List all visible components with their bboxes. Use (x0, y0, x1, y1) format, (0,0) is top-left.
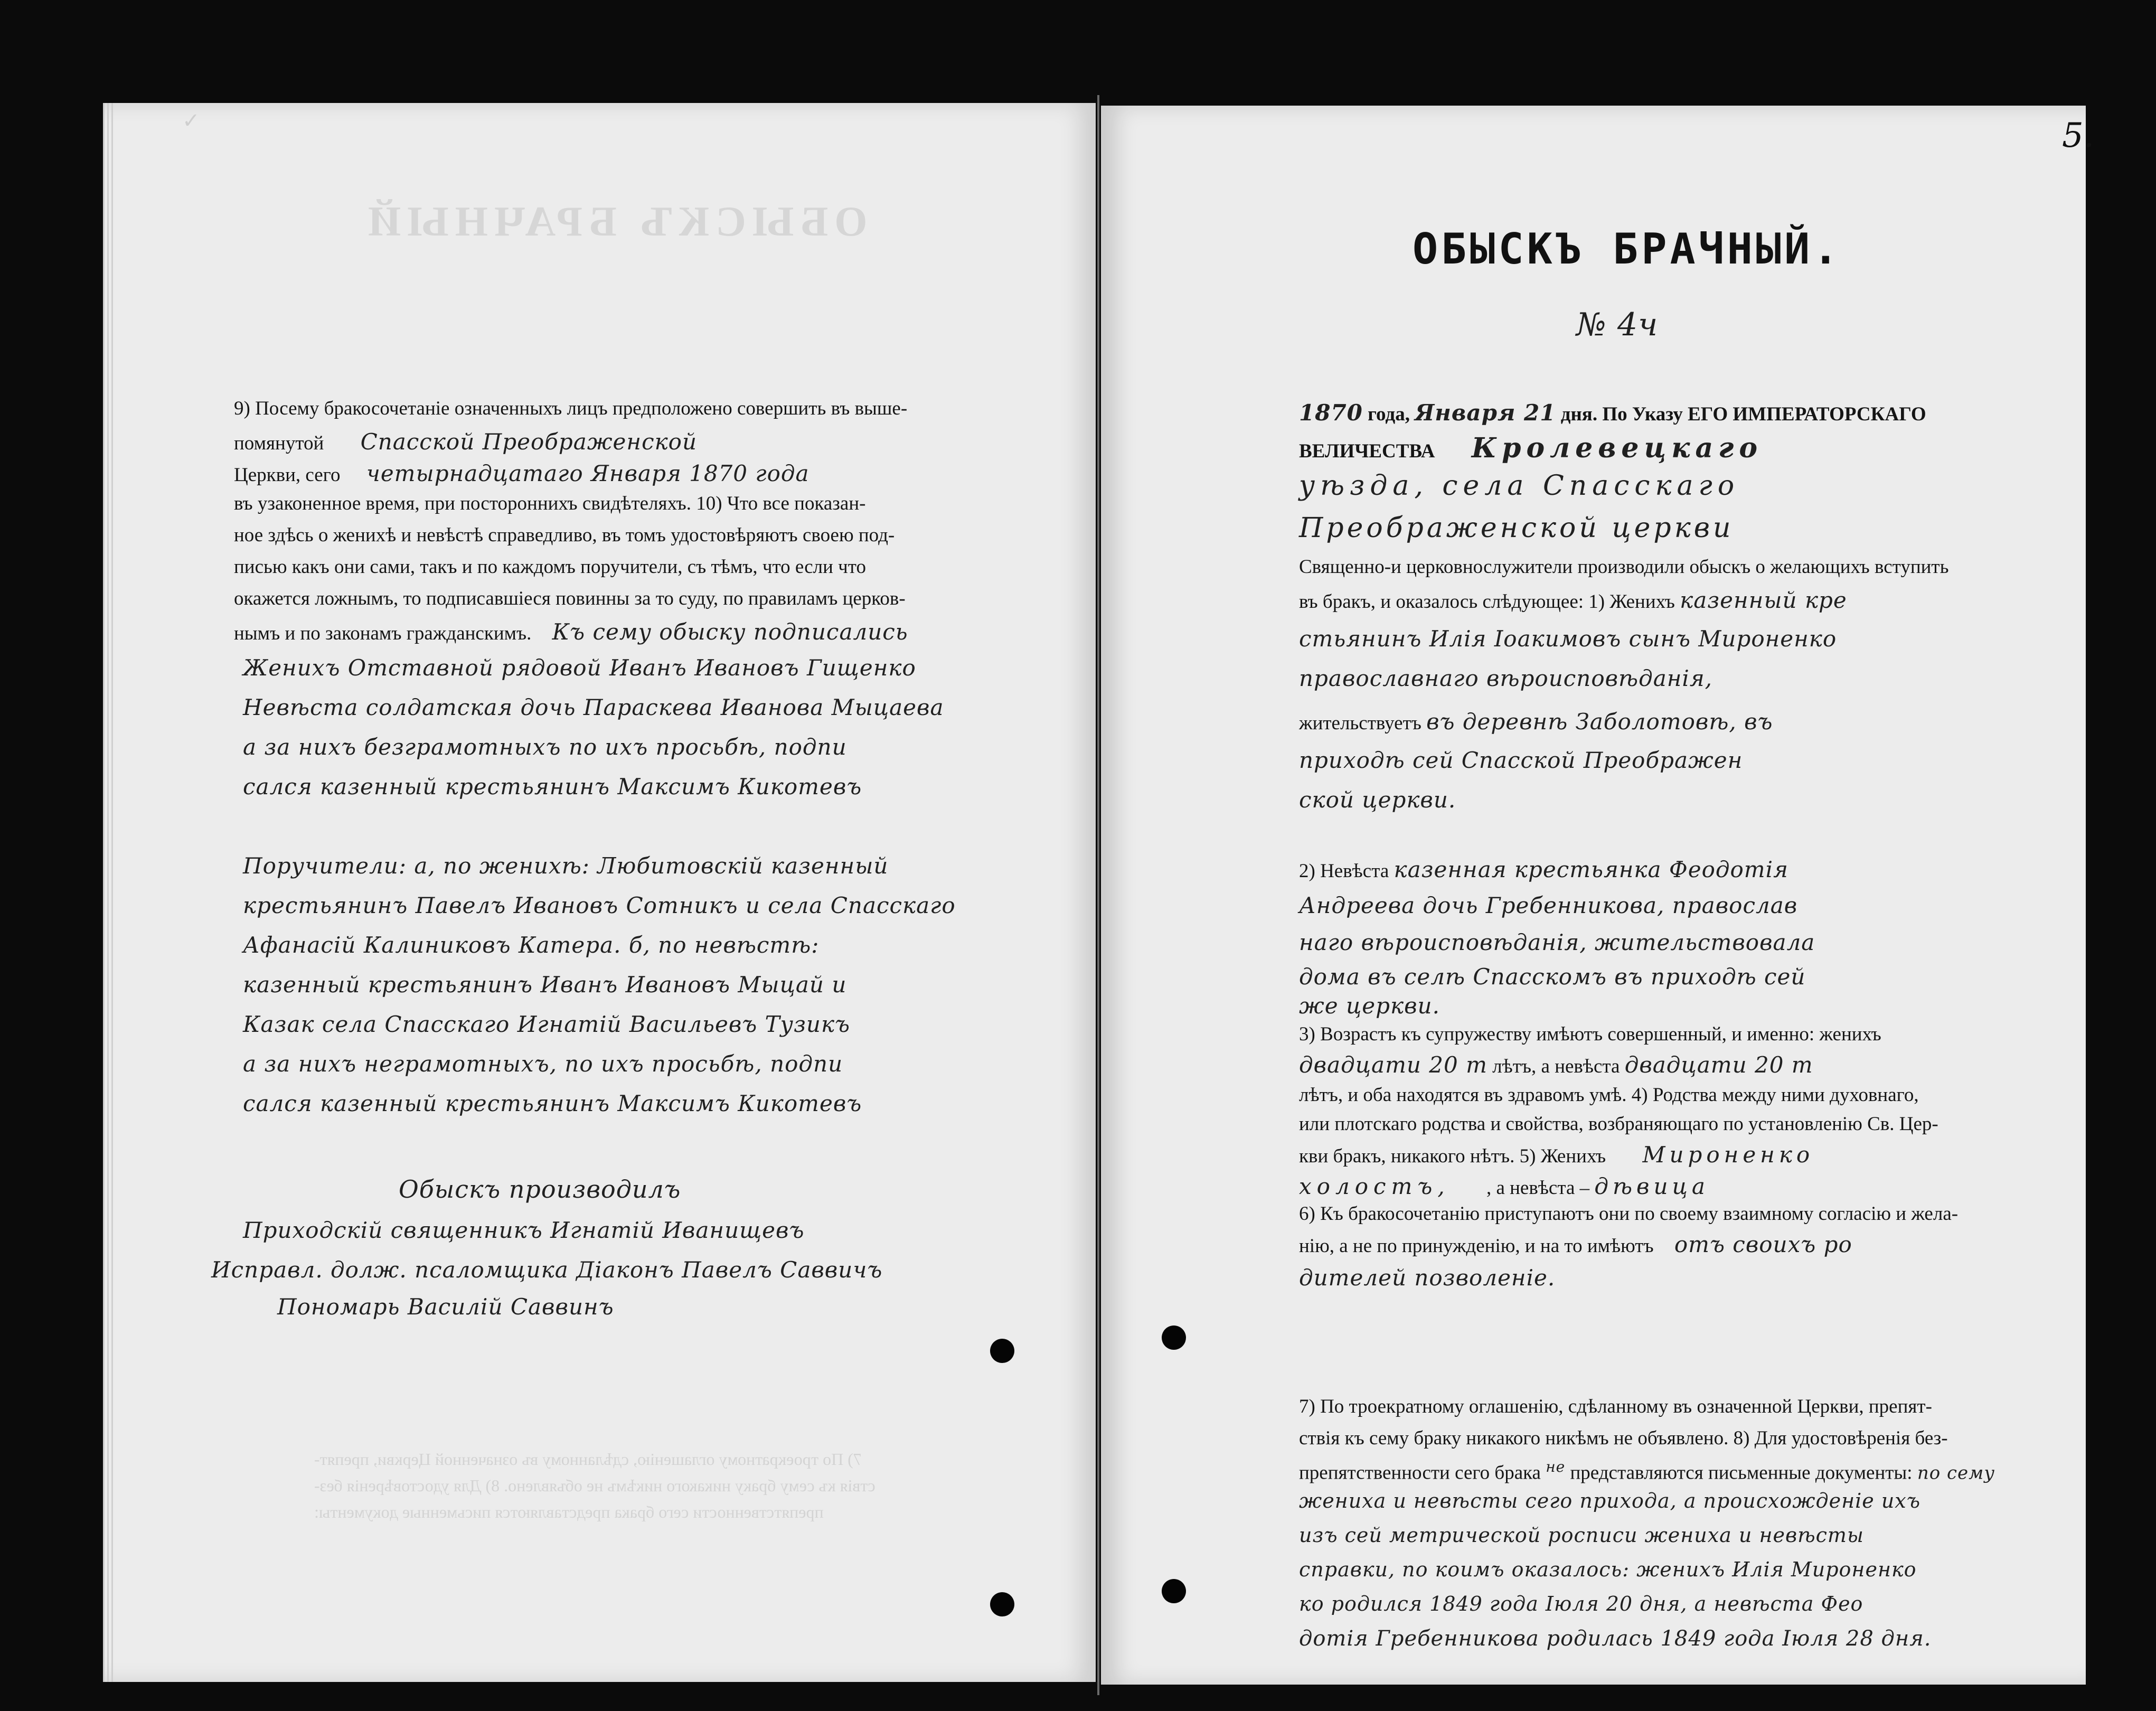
documents-handwritten: по сему (1917, 1462, 1995, 1484)
age-line: 3) Возрастъ къ супружеству имѣютъ совершенный, и именно: женихъ (1299, 1023, 1881, 1045)
intro-text: ВЕЛИЧЕСТВА (1299, 440, 1435, 462)
binding-hole (1162, 1579, 1186, 1603)
corner-pencil-mark: ✓ (182, 109, 200, 133)
age-text: нію, а не по принужденію, и на то имѣютъ (1299, 1235, 1654, 1257)
section7-line (1299, 1458, 1995, 1486)
bride-status-handwritten: дѣвица (1594, 1173, 1709, 1199)
bride-line (1299, 856, 1788, 885)
consent-handwritten: отъ своихъ ро (1674, 1231, 1852, 1257)
documents-handwritten: справки, по коимъ оказалось: женихъ Илія Мироненко (1299, 1558, 1917, 1581)
documents-handwritten: ко родился 1849 года Іюля 20 дня, а невѣста Фео (1299, 1592, 1863, 1615)
age-text: лѣтъ, а невѣста (1492, 1056, 1620, 1077)
section9-line (234, 459, 809, 488)
place-handwritten: уѣзда, села Спасскаго (1299, 470, 1740, 502)
clergy-signature: Приходскій священникъ Игнатій Иванищевъ (243, 1217, 805, 1243)
age-line: или плотскаго родства и свойства, возбраняющаго по установленію Св. Цер- (1299, 1113, 1938, 1135)
section9-line: ное здѣсь о женихѣ и невѣстѣ справедливо, въ томъ удостовѣряютъ своею под- (234, 524, 895, 546)
clergy-signature: Исправл. долж. псаломщика Діаконъ Павелъ Саввичъ (211, 1257, 883, 1283)
year-handwritten: 1870 (1299, 400, 1363, 426)
groom-handwritten: казенный кре (1680, 587, 1847, 613)
guarantor-line: казенный крестьянинъ Иванъ Ивановъ Мыцай и (243, 972, 847, 998)
right-page (1101, 106, 2095, 1685)
section9-line: 9) Посему бракосочетаніе означенныхъ лицъ предположено совершить въ выше- (234, 398, 908, 419)
intro-line (1299, 399, 1926, 428)
binding-hole (990, 1339, 1014, 1363)
signature-intro-handwritten: Къ сему обыску подписались (552, 619, 908, 645)
bride-handwritten: Андреева дочь Гребенникова, православ (1299, 892, 1798, 918)
binding-hole (1162, 1325, 1186, 1350)
groom-handwritten: православнаго вѣроисповѣданія, (1299, 665, 1713, 691)
district-handwritten: Кролевецкаго (1471, 432, 1763, 464)
guarantor-line: крестьянинъ Павелъ Ивановъ Сотникъ и села Спасскаго (243, 892, 956, 918)
intro-text: года, (1368, 403, 1410, 425)
section9-line: окажется ложнымъ, то подписавшіеся повинны за то суду, по правиламъ церков- (234, 588, 906, 609)
intro-line (1299, 708, 1773, 737)
groom-age-handwritten: двадцати 20 т (1299, 1052, 1487, 1078)
guarantor-line: Афанасій Калиниковъ Катера. б, по невѣстѣ: (243, 932, 820, 958)
section9-line: писью какъ они сами, такъ и по каждомъ поручители, съ тѣмъ, что если что (234, 556, 866, 578)
documents-handwritten: дотія Гребенникова родилась 1849 года Іюля 28 дня. (1299, 1627, 1932, 1651)
bride-handwritten: дома въ селѣ Спасскомъ въ приходѣ сей (1299, 964, 1806, 990)
groom-handwritten: въ деревнѣ Заболотовѣ, въ (1426, 709, 1773, 735)
intro-line (1299, 586, 1847, 615)
age-text: кви бракъ, никакого нѣтъ. 5) Женихъ (1299, 1145, 1606, 1167)
wedding-date-handwritten: четырнадцатаго Января 1870 года (366, 460, 809, 486)
age-line (1299, 1230, 1852, 1259)
section7-text: препятственности сего брака (1299, 1462, 1541, 1484)
mirrored-header: ОБЫСКЪ БРАЧНЫЙ (362, 199, 868, 245)
clergy-signature: Пономарь Василій Саввинъ (277, 1294, 614, 1320)
page-edge (107, 103, 109, 1682)
age-line (1299, 1172, 1709, 1201)
age-line: лѣтъ, и оба находятся въ здравомъ умѣ. 4) Родства между ними духовнаго, (1299, 1084, 1919, 1106)
section9-text: нымъ и по законамъ гражданскимъ. (234, 623, 532, 644)
bride-age-handwritten: двадцати 20 т (1624, 1052, 1813, 1078)
page-edge (103, 103, 105, 1682)
section7-text: представляются письменные документы: (1570, 1462, 1913, 1484)
age-line: 6) Къ бракосочетанію приступаютъ они по своему взаимному согласію и жела- (1299, 1203, 1959, 1225)
intro-text: дня. По Указу (1560, 403, 1683, 425)
section9-text: помянутой (234, 433, 324, 454)
page-edge (111, 103, 113, 1682)
signature-line: Женихъ Отставной рядовой Иванъ Ивановъ Гищенко (243, 655, 916, 681)
section7-line: 7) По троекратному оглашенію, сдѣланному въ означенной Церкви, препят- (1299, 1396, 1932, 1417)
guarantor-line: Казак села Спасскаго Игнатій Васильевъ Тузикъ (243, 1011, 851, 1037)
page-number: 5. (2062, 116, 2095, 155)
documents-handwritten: жениха и невѣсты сего прихода, а происхожденіе ихъ (1299, 1489, 1921, 1512)
church-handwritten: Преображенской церкви (1299, 512, 1734, 544)
bride-label: 2) Невѣста (1299, 860, 1389, 882)
bride-handwritten: наго вѣроисповѣданія, жительствовала (1299, 929, 1815, 955)
groom-handwritten: стьянинъ Илія Іоакимовъ сынъ Мироненко (1299, 626, 1837, 652)
search-performed-line: Обыскъ производилъ (399, 1175, 681, 1204)
section9-line: въ узаконенное время, при постороннихъ свидѣтеляхъ. 10) Что все показан- (234, 493, 866, 514)
bleed-through-line: препятственности сего брака представляются письменные документы: (314, 1502, 824, 1521)
left-page (103, 103, 1096, 1682)
groom-handwritten: ской церкви. (1299, 787, 1456, 813)
record-number: № 4ч (1576, 306, 1659, 343)
bride-handwritten: же церкви. (1299, 993, 1440, 1019)
intro-text: жительствуетъ (1299, 712, 1421, 734)
intro-text: въ бракъ, и оказалось слѣдующее: 1) Женихъ (1299, 591, 1675, 613)
binding-hole (990, 1592, 1014, 1616)
age-line (1299, 1141, 1814, 1170)
bleed-through-line: ствія къ сему браку никакого никѣмъ не объявлено. 8) Для удостовѣренія без- (314, 1476, 875, 1495)
age-line (1299, 1051, 1813, 1080)
signature-line: а за нихъ безграмотныхъ по ихъ просьбѣ, подпи (243, 734, 847, 760)
intro-text: ЕГО ИМПЕРАТОРСКАГО (1688, 403, 1926, 425)
church-name-handwritten: Спасской Преображенской (360, 429, 698, 455)
guarantor-line: сался казенный крестьянинъ Максимъ Кикотевъ (243, 1090, 862, 1116)
book-spine (1097, 95, 1099, 1695)
guarantor-line: а за нихъ неграмотныхъ, по ихъ просьбѣ, подпи (243, 1051, 843, 1077)
insert-handwritten: не (1546, 1458, 1566, 1475)
documents-handwritten: изъ сей метрической росписи жениха и невѣсты (1299, 1524, 1864, 1547)
signature-line: сался казенный крестьянинъ Максимъ Кикотевъ (243, 774, 862, 800)
section9-line (234, 428, 697, 457)
consent-handwritten: дителей позволеніе. (1299, 1265, 1556, 1291)
bleed-through-line: 7) По троекратному оглашенію, сдѣланному въ означенной Церкви, препят- (314, 1450, 862, 1469)
document-title: ОБЫСКЪ БРАЧНЫЙ. (1413, 224, 1842, 274)
signature-line: Невѣста солдатская дочь Параскева Иванова Мыцаева (243, 694, 944, 720)
groom-surname-handwritten: Мироненко (1642, 1142, 1814, 1168)
section9-line (234, 618, 908, 647)
section7-line: ствія къ сему браку никакого никѣмъ не объявлено. 8) Для удостовѣренія без- (1299, 1427, 1948, 1449)
groom-status-handwritten: холостъ, (1299, 1173, 1450, 1199)
groom-handwritten: приходѣ сей Спасской Преображен (1299, 747, 1743, 773)
date-handwritten: Января 21 (1415, 400, 1556, 426)
intro-line (1299, 430, 1763, 466)
intro-line: Священно-и церковнослужители производили обыскъ о желающихъ вступить (1299, 556, 1949, 578)
guarantor-line: Поручители: а, по женихѣ: Любитовскій казенный (243, 853, 889, 879)
section9-text: Церкви, сего (234, 464, 341, 486)
age-text: , а невѣста – (1486, 1177, 1590, 1199)
bride-handwritten: казенная крестьянка Феодотія (1394, 857, 1788, 882)
